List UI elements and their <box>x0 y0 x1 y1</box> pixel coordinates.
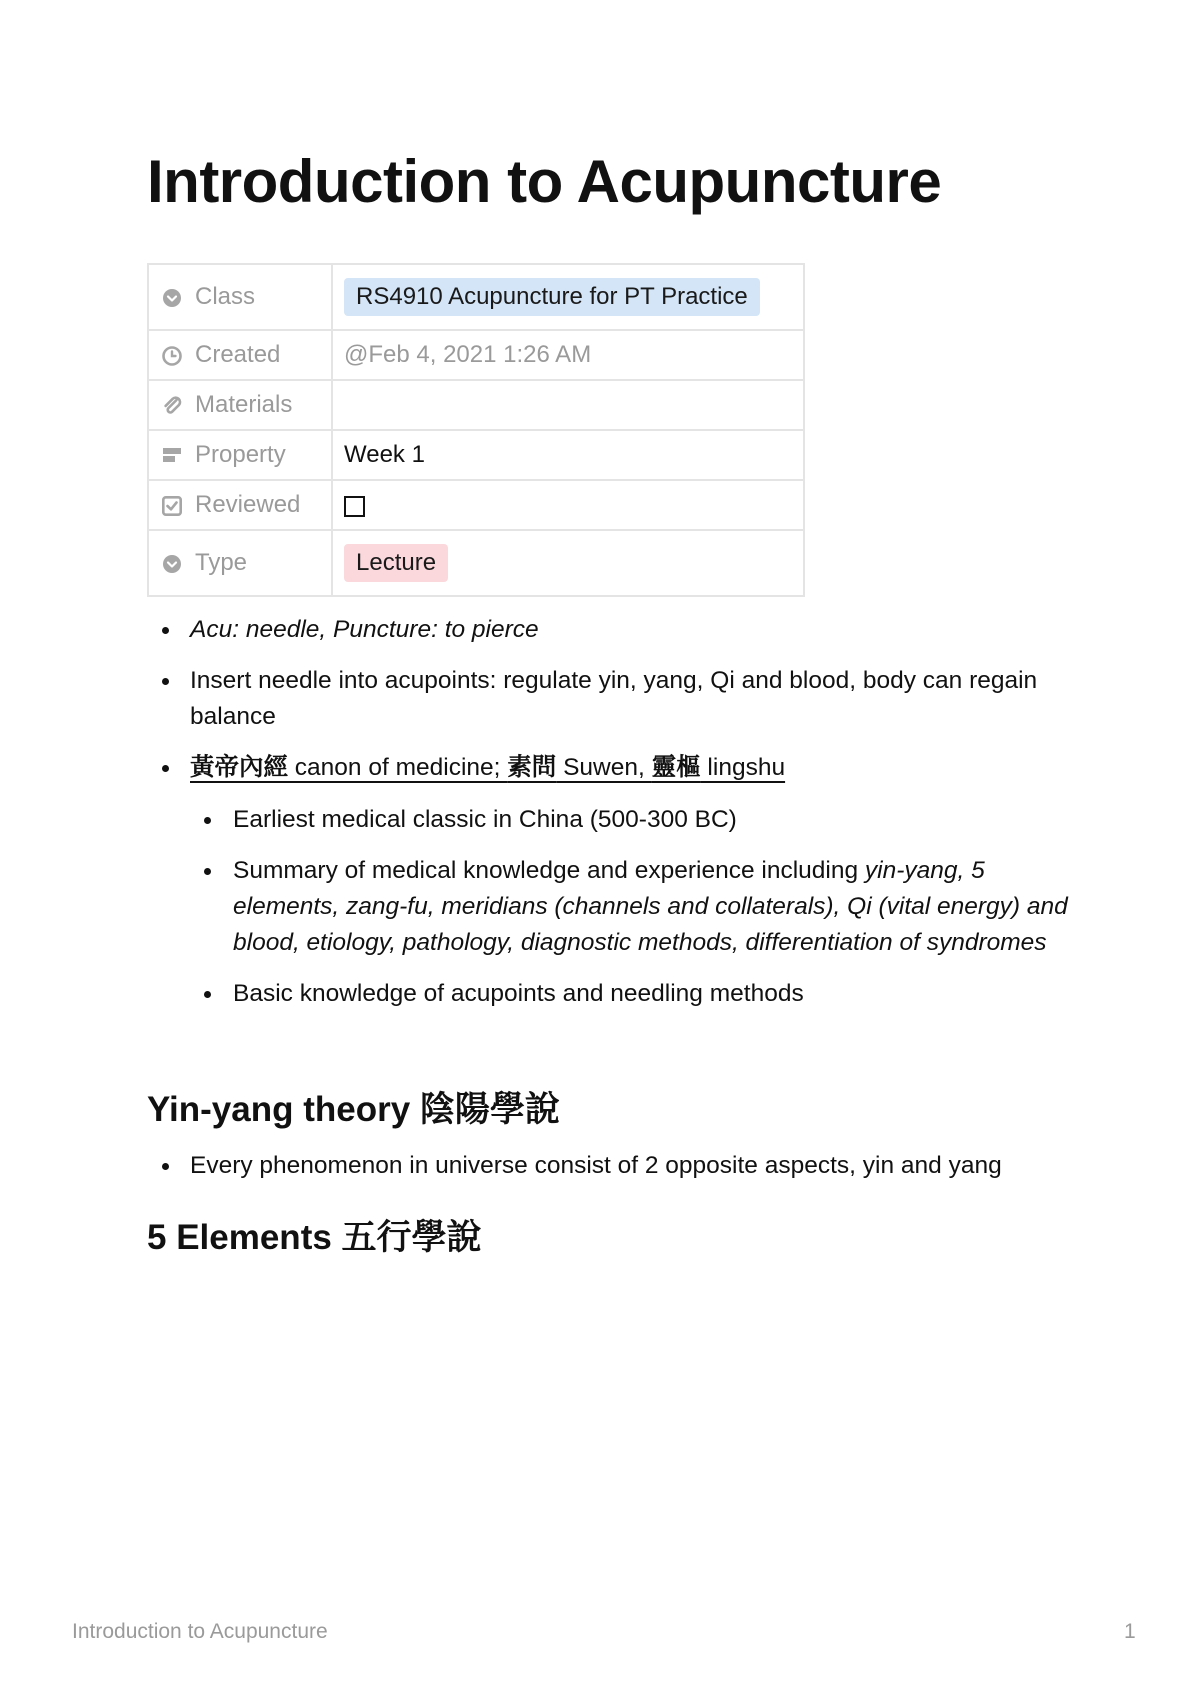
page-title: Introduction to Acupuncture <box>147 148 942 215</box>
list-item: Basic knowledge of acupoints and needling methods <box>190 976 1070 1012</box>
checkbox-icon <box>161 494 183 516</box>
properties-table <box>147 263 805 597</box>
text-lines-icon <box>161 444 183 466</box>
list-item <box>147 750 1077 786</box>
property-row-type <box>148 530 804 596</box>
property-value-class[interactable] <box>332 264 804 330</box>
property-key-class: Class <box>148 264 332 330</box>
property-value-created[interactable]: @Feb 4, 2021 1:26 AM <box>332 330 804 380</box>
paperclip-icon <box>161 394 183 416</box>
property-key-property: Property <box>148 430 332 480</box>
heading-yin-yang: Yin-yang theory 陰陽學說 <box>147 1090 560 1129</box>
footer-title: Introduction to Acupuncture <box>72 1620 328 1643</box>
heading-5-elements: 5 Elements 五行學說 <box>147 1218 482 1257</box>
property-key-materials: Materials <box>148 380 332 430</box>
page-number: 1 <box>1124 1620 1136 1643</box>
nested-bullet-list <box>190 802 1070 1012</box>
property-key-reviewed: Reviewed <box>148 480 332 530</box>
select-icon <box>161 286 183 308</box>
property-row-property <box>148 430 804 480</box>
class-tag[interactable]: RS4910 Acupuncture for PT Practice <box>344 278 760 316</box>
property-row-materials <box>148 380 804 430</box>
property-value-type[interactable] <box>332 530 804 596</box>
list-item: Insert needle into acupoints: regulate yin, yang, Qi and blood, body can regain balance <box>147 663 1077 735</box>
property-value-reviewed <box>332 480 804 530</box>
list-item: Acu: needle, Puncture: to pierce <box>147 612 1077 648</box>
list-item: Every phenomenon in universe consist of 2 opposite aspects, yin and yang <box>147 1148 1107 1184</box>
list-item: Earliest medical classic in China (500-300 BC) <box>190 802 1070 838</box>
yin-yang-bullet-list <box>147 1148 1107 1184</box>
property-row-class <box>148 264 804 330</box>
property-key-type: Type <box>148 530 332 596</box>
select-icon <box>161 552 183 574</box>
property-value-materials[interactable] <box>332 380 804 430</box>
type-tag[interactable]: Lecture <box>344 544 448 582</box>
property-row-reviewed <box>148 480 804 530</box>
property-value-property[interactable]: Week 1 <box>332 430 804 480</box>
list-item: Summary of medical knowledge and experience including yin-yang, 5 elements, zang-fu, meridians (channels and collaterals), Qi (vital energy) and blood, etiology, pathology, diagnostic methods, differentiation of syndromes <box>190 853 1070 961</box>
classic-texts-link[interactable]: 黃帝內經 canon of medicine; 素問 Suwen, 靈樞 lingshu <box>190 754 786 781</box>
property-key-created: Created <box>148 330 332 380</box>
main-bullet-list <box>147 612 1077 786</box>
reviewed-checkbox[interactable] <box>344 496 365 517</box>
clock-icon <box>161 344 183 366</box>
property-row-created <box>148 330 804 380</box>
